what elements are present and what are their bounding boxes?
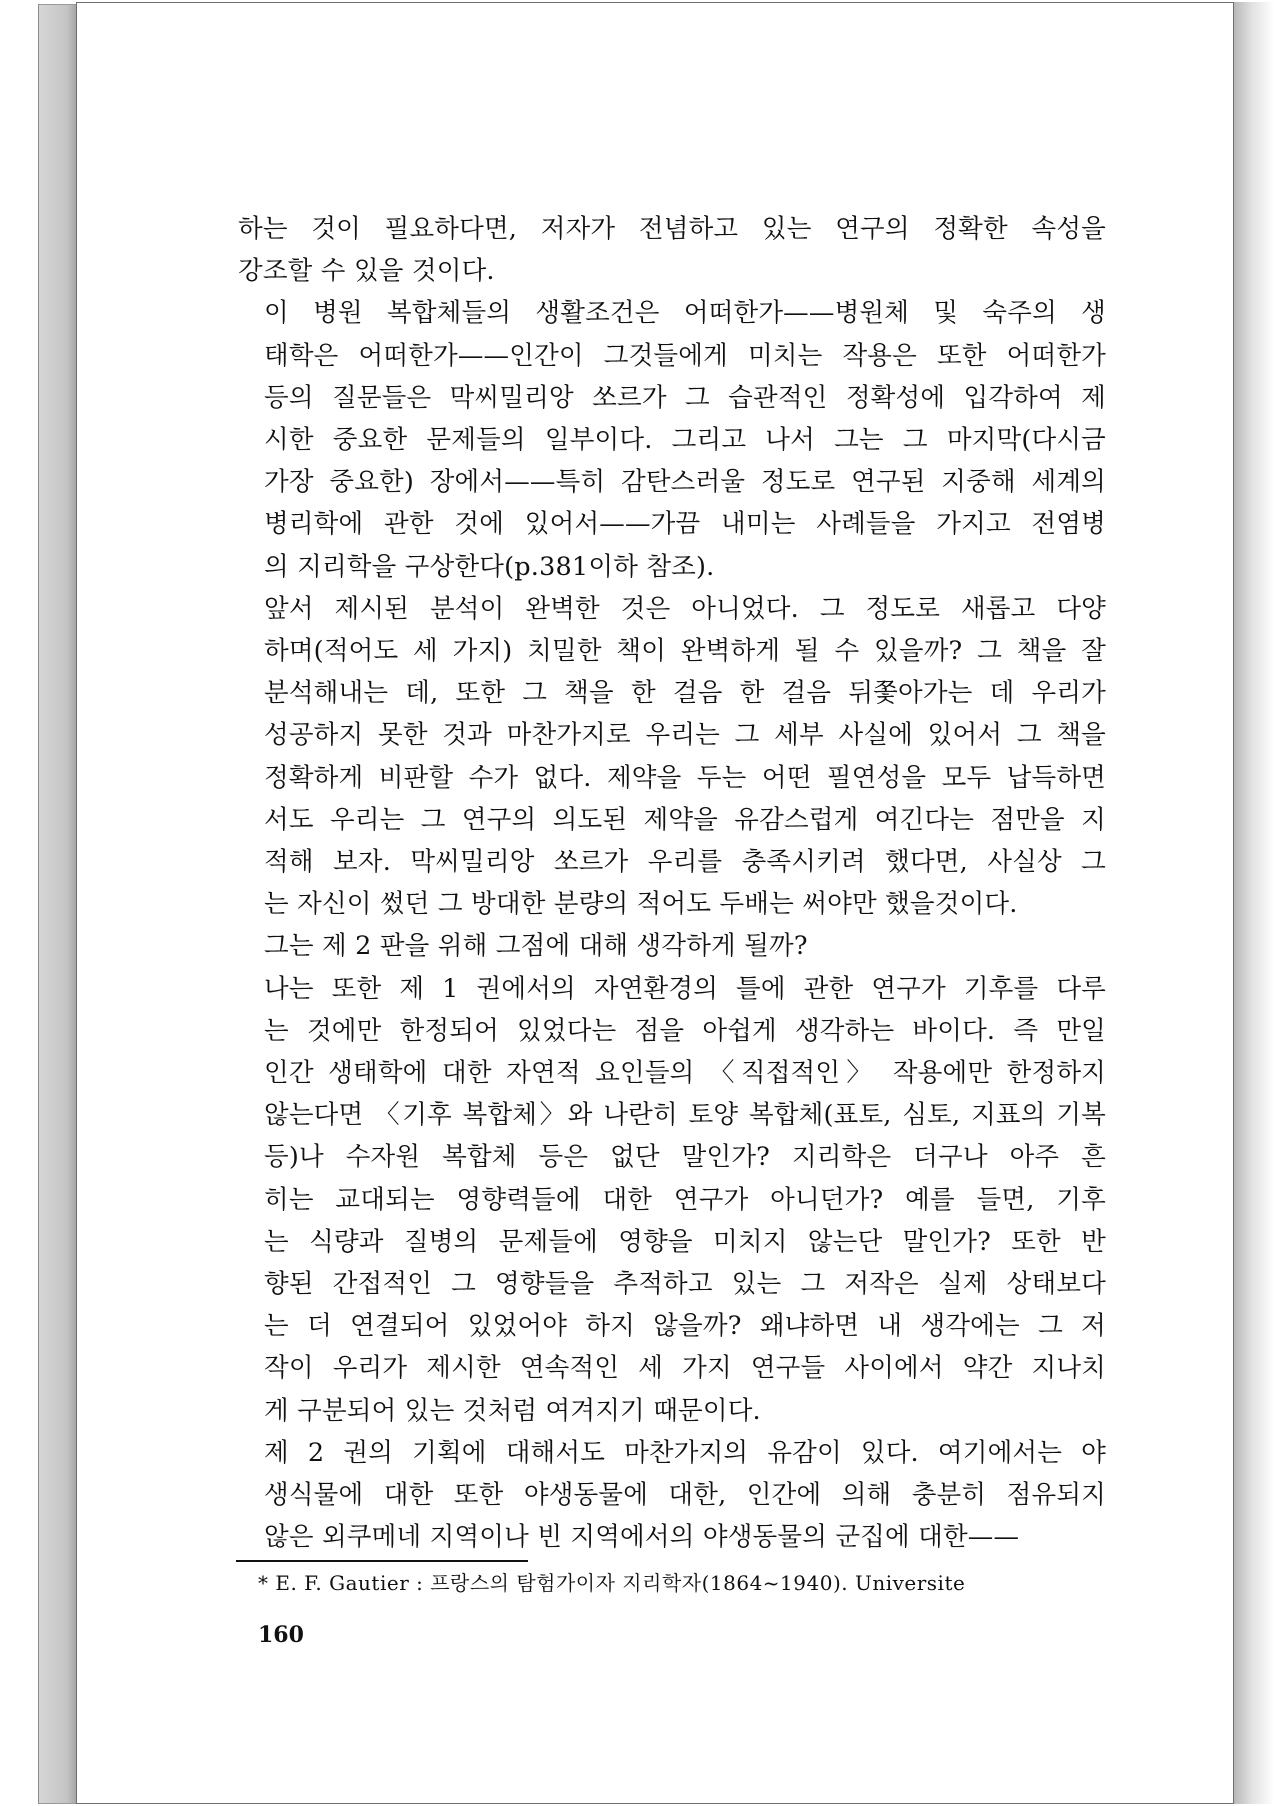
text-line: 하며(적어도 세 가지) 치밀한 책이 완벽하게 될 수 있을까? 그 책을 잘 [264, 636, 1106, 667]
page-body-text [238, 208, 1106, 1559]
text-line: 태학은 어떠한가——인간이 그것들에게 미치는 작용은 또한 어떠한가 [264, 340, 1106, 371]
text-line: 정확하게 비판할 수가 없다. 제약을 두는 어떤 필연성을 모두 납득하면 [264, 762, 1106, 793]
footnote: * E. F. Gautier : 프랑스의 탐험가이자 지리학자(1864~1940). Universite [258, 1571, 966, 1595]
paragraph [238, 208, 1106, 292]
text-line: 는 것에만 한정되어 있었다는 점을 아쉽게 생각하는 바이다. 즉 만일 [264, 1015, 1106, 1046]
text-line: 인간 생태학에 대한 자연적 요인들의 〈직접적인〉 작용에만 한정하지 [264, 1058, 1106, 1089]
text-line: 작이 우리가 제시한 연속적인 세 가지 연구들 사이에서 약간 지나치 [264, 1353, 1106, 1384]
text-line: 히는 교대되는 영향력들에 대한 연구가 아니던가? 예를 들면, 기후 [264, 1184, 1106, 1215]
text-line: 강조할 수 있을 것이다. [238, 256, 495, 287]
text-line: 나는 또한 제 1 권에서의 자연환경의 틀에 관한 연구가 기후를 다루 [264, 973, 1106, 1004]
text-line: 적해 보자. 막씨밀리앙 쏘르가 우리를 충족시키려 했다면, 사실상 그 [264, 847, 1106, 878]
footnote-rule [236, 1560, 528, 1562]
book-spine [38, 4, 79, 1804]
paragraph [238, 1432, 1106, 1559]
page-edge-shadow [1234, 2, 1274, 1804]
text-line: 성공하지 못한 것과 마찬가지로 우리는 그 세부 사실에 있어서 그 책을 [264, 720, 1106, 751]
text-line: 는 자신이 썼던 그 방대한 분량의 적어도 두배는 써야만 했을것이다. [264, 889, 1018, 920]
text-line: 게 구분되어 있는 것처럼 여겨지기 때문이다. [264, 1395, 761, 1426]
paragraph [238, 588, 1106, 926]
text-line: 그는 제 2 판을 위해 그점에 대해 생각하게 될까? [264, 931, 808, 962]
text-line: 서도 우리는 그 연구의 의도된 제약을 유감스럽게 여긴다는 점만을 지 [264, 804, 1106, 835]
text-line: 하는 것이 필요하다면, 저자가 전념하고 있는 연구의 정확한 속성을 [238, 214, 1106, 244]
text-line: 가장 중요한) 장에서——특히 감탄스러울 정도로 연구된 지중해 세계의 [264, 467, 1106, 498]
text-line: 분석해내는 데, 또한 그 책을 한 걸음 한 걸음 뒤쫓아가는 데 우리가 [264, 678, 1106, 709]
text-line: 는 식량과 질병의 문제들에 영향을 미치지 않는단 말인가? 또한 반 [264, 1226, 1106, 1257]
text-line: 등의 질문들은 막씨밀리앙 쏘르가 그 습관적인 정확성에 입각하여 제 [264, 382, 1106, 413]
text-line: 제 2 권의 기획에 대해서도 마찬가지의 유감이 있다. 여기에서는 야 [264, 1437, 1106, 1468]
text-line: 않는다면 〈기후 복합체〉와 나란히 토양 복합체(표토, 심토, 지표의 기복 [264, 1100, 1106, 1131]
text-line: 는 더 연결되어 있었어야 하지 않을까? 왜냐하면 내 생각에는 그 저 [264, 1311, 1106, 1342]
text-line: 시한 중요한 문제들의 일부이다. 그리고 나서 그는 그 마지막(다시금 [264, 425, 1106, 456]
paragraph [238, 968, 1106, 1432]
text-line: 않은 외쿠메네 지역이나 빈 지역에서의 야생동물의 군집에 대한—— [264, 1522, 1020, 1553]
paragraph [238, 925, 1106, 967]
text-line: 등)나 수자원 복합체 등은 없단 말인가? 지리학은 더구나 아주 흔 [264, 1142, 1106, 1173]
text-line: 이 병원 복합체들의 생활조건은 어떠한가——병원체 및 숙주의 생 [264, 298, 1106, 329]
text-line: 앞서 제시된 분석이 완벽한 것은 아니었다. 그 정도로 새롭고 다양 [264, 593, 1106, 624]
text-line: 향된 간접적인 그 영향들을 추적하고 있는 그 저작은 실제 상태보다 [264, 1269, 1106, 1300]
text-line: 병리학에 관한 것에 있어서——가끔 내미는 사례들을 가지고 전염병 [264, 509, 1106, 540]
text-line: 생식물에 대한 또한 야생동물에 대한, 인간에 의해 충분히 점유되지 [264, 1480, 1106, 1511]
text-line: 의 지리학을 구상한다(p.381이하 참조). [264, 551, 715, 582]
paragraph [238, 292, 1106, 587]
page-number: 160 [258, 1622, 304, 1648]
